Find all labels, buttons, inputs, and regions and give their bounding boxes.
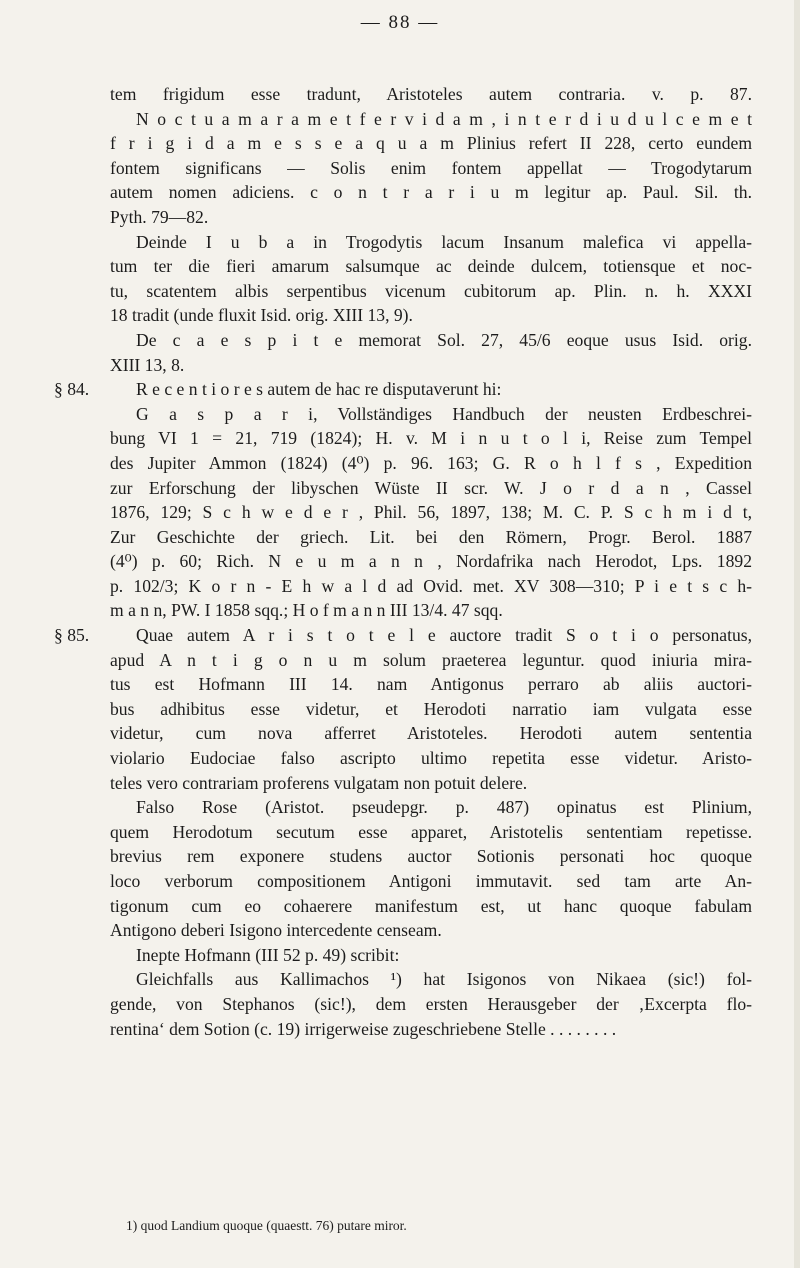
page-edge [794,0,800,1268]
text-line [110,721,752,746]
text-line [110,1017,752,1042]
text-line [110,476,752,501]
line-text: m a n n, PW. I 1858 sqq.; H o f m a n n III 13/4. 47 sqq. [110,600,503,621]
text-line [54,623,752,648]
line-text: tum ter die fieri amarum salsumque ac deinde dulcem, totiensque et noc- [110,256,752,277]
line-text: violario Eudociae falso ascripto ultimo repetita esse videtur. Aristo- [110,748,752,769]
line-text: R e c e n t i o r e s autem de hac re disputaverunt hi: [136,379,502,400]
text-line [110,549,752,574]
line-text: quem Herodotum secutum esse apparet, Aristotelis sententiam repetisse. [110,821,752,842]
text-line [110,525,752,550]
text-line [110,967,752,992]
line-text: autem nomen adiciens. c o n t r a r i u m legitur ap. Paul. Sil. th. [110,182,752,203]
line-text: f r i g i d a m e s s e a q u a m Plinius refert II 228, certo eundem [110,133,752,154]
text-line [110,426,752,451]
text-line [110,279,752,304]
text-line [110,574,752,599]
line-text: tem frigidum esse tradunt, Aristoteles autem contraria. v. p. 87. [110,84,752,104]
text-line [110,918,752,943]
text-line [110,451,752,476]
line-text: bus adhibitus esse videtur, et Herodoti narratio iam vulgata esse [110,698,752,719]
text-line [110,353,752,378]
section-number: § 84. [54,379,90,400]
text-line [110,943,752,968]
text-line [110,500,752,525]
line-text: fontem significans — Solis enim fontem appellat — Trogodytarum [110,157,752,178]
line-text: zur Erforschung der libyschen Wüste II scr. W. J o r d a n , Cassel [110,477,752,498]
text-line [110,820,752,845]
text-line [110,844,752,869]
main-text [54,82,752,1041]
line-text: N o c t u a m a r a m e t f e r v i d a m , i n t e r d i u d u l c e m e t [136,108,752,129]
text-line [110,771,752,796]
text-line [110,230,752,255]
line-text: 1876, 129; S c h w e d e r , Phil. 56, 1897, 138; M. C. P. S c h m i d t, [110,502,752,523]
text-line [110,648,752,673]
text-line [110,402,752,427]
text-line [110,156,752,181]
line-text: tigonum cum eo cohaerere manifestum est, ut hanc quoque fabulam [110,895,752,916]
text-line [110,672,752,697]
line-text: rentina‘ dem Sotion (c. 19) irrigerweise zugeschriebene Stelle . . . . . . . . [110,1018,617,1039]
line-text: Falso Rose (Aristot. pseudepgr. p. 487) opinatus est Plinium, [136,797,752,818]
line-text: gende, von Stephanos (sic!), dem ersten Herausgeber der ‚Excerpta flo- [110,993,752,1014]
line-text: Inepte Hofmann (III 52 p. 49) scribit: [136,944,400,965]
text-line [110,180,752,205]
text-line [110,328,752,353]
line-text: Pyth. 79—82. [110,206,209,227]
line-text: apud A n t i g o n u m solum praeterea leguntur. quod iniuria mira- [110,649,752,670]
text-line [110,869,752,894]
text-line [110,82,752,107]
line-text: brevius rem exponere studens auctor Sotionis personati hoc quoque [110,846,752,867]
line-text: Quae autem A r i s t o t e l e auctore tradit S o t i o personatus, [136,625,752,646]
text-line [110,697,752,722]
text-line [110,254,752,279]
text-line [110,795,752,820]
text-line [110,107,752,132]
text-line [110,131,752,156]
page-number: — 88 — [360,12,440,33]
line-text: bung VI 1 = 21, 719 (1824); H. v. M i n u t o l i, Reise zum Tempel [110,428,752,449]
line-text: tus est Hofmann III 14. nam Antigonus perraro ab aliis auctori- [110,674,752,695]
text-line [110,746,752,771]
line-text: Deinde I u b a in Trogodytis lacum Insanum malefica vi appella- [136,231,752,252]
line-text: tu, scatentem albis serpentibus vicenum cubitorum ap. Plin. n. h. XXXI [110,280,752,301]
text-line [110,598,752,623]
text-line [110,894,752,919]
line-text: XIII 13, 8. [110,354,185,375]
line-text: G a s p a r i, Vollständiges Handbuch der neusten Erdbeschrei- [136,403,752,424]
text-line [54,377,752,402]
line-text: Antigono deberi Isigono intercedente censeam. [110,920,442,941]
line-text: 18 tradit (unde fluxit Isid. orig. XIII 13, 9). [110,305,413,326]
line-text: teles vero contrariam proferens vulgatam non potuit delere. [110,772,528,793]
line-text: De c a e s p i t e memorat Sol. 27, 45/6 eoque usus Isid. orig. [136,329,752,350]
text-line [110,205,752,230]
line-text: loco verborum compositionem Antigoni immutavit. sed tam arte An- [110,871,752,891]
section-number: § 85. [54,625,90,646]
footnote: 1) quod Landium quoque (quaestt. 76) putare miror. [126,1218,407,1233]
line-text: (4⁰) p. 60; Rich. N e u m a n n , Nordafrika nach Herodot, Lps. 1892 [110,551,752,572]
line-text: Zur Geschichte der griech. Lit. bei den Römern, Progr. Berol. 1887 [110,526,752,547]
line-text: des Jupiter Ammon (1824) (4⁰) p. 96. 163; G. R o h l f s , Expedition [110,452,752,473]
text-line [110,303,752,328]
line-text: Gleichfalls aus Kallimachos ¹) hat Isigonos von Nikaea (sic!) fol- [136,969,752,990]
line-text: p. 102/3; K o r n - E h w a l d ad Ovid. met. XV 308—310; P i e t s c h- [110,575,752,596]
text-line [110,992,752,1017]
line-text: videtur, cum nova afferret Aristoteles. Herodoti autem sententia [110,723,752,744]
